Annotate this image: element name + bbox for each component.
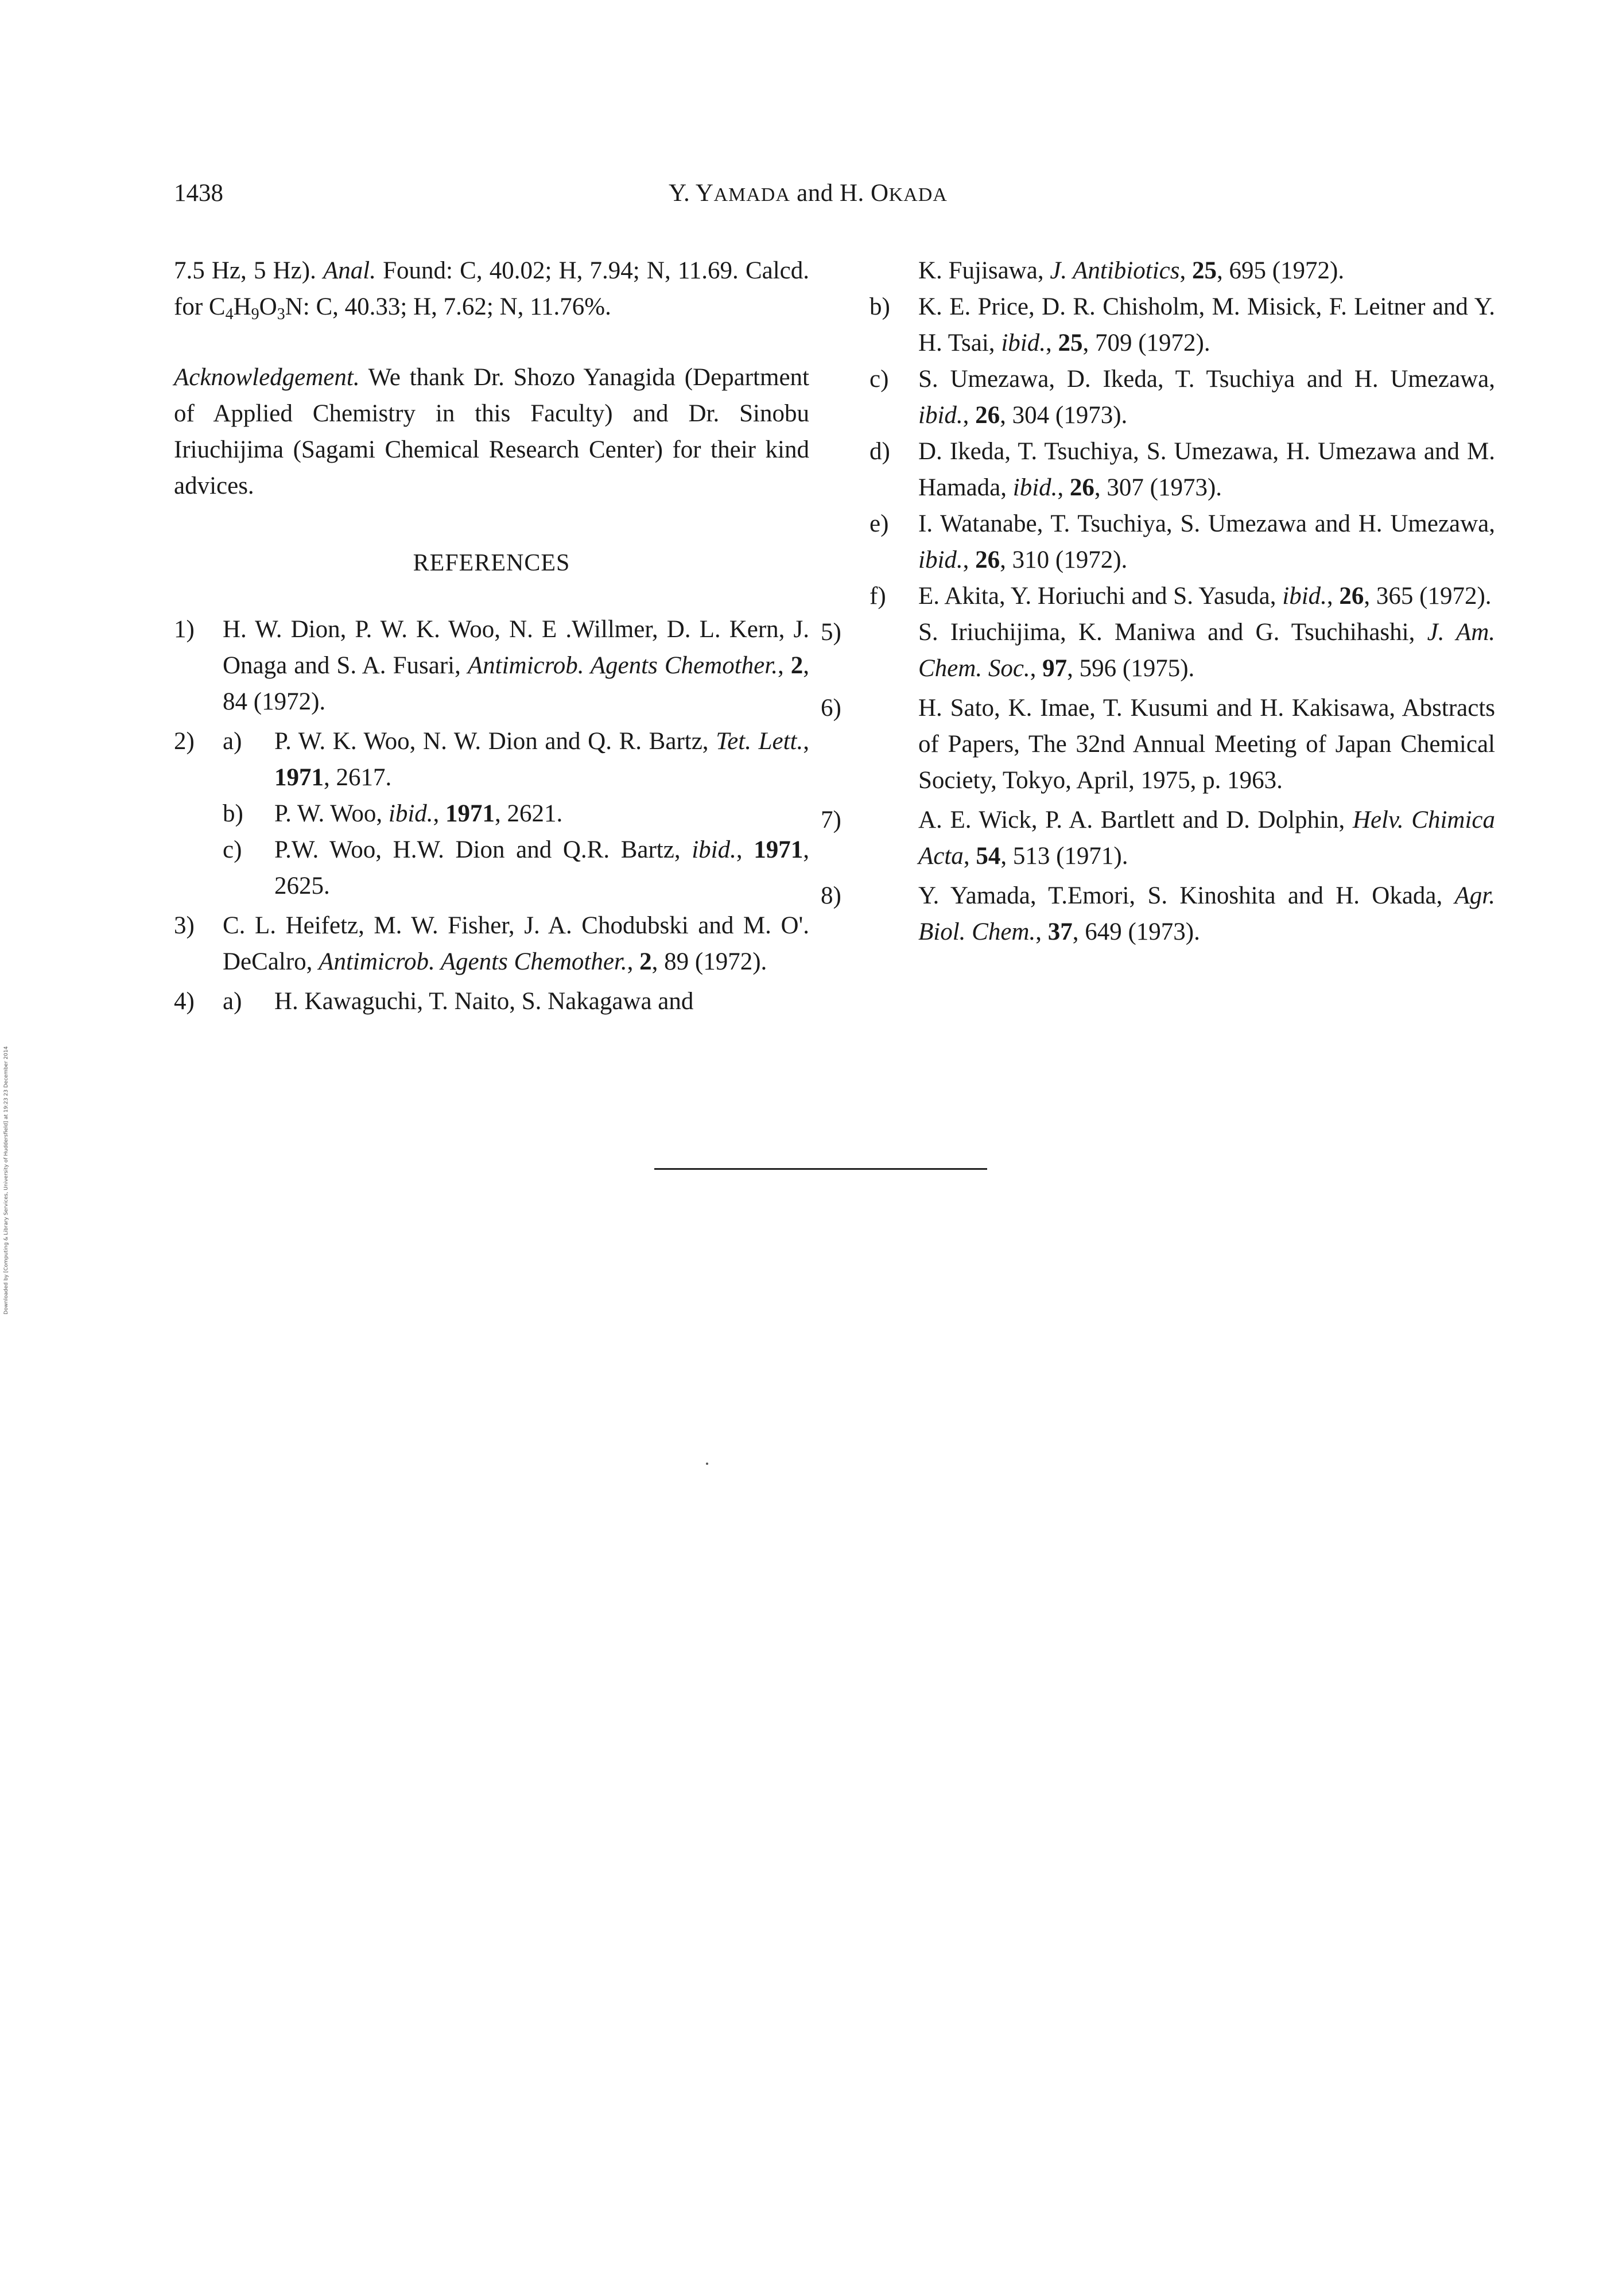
reference-text	[274, 723, 809, 796]
running-head-smallcaps: KADA	[888, 184, 948, 205]
reference-number: 1)	[174, 616, 195, 643]
journal-name: ibid.	[1282, 583, 1327, 610]
text-run: ,	[1326, 583, 1340, 610]
volume: 2	[639, 948, 652, 975]
text-run: , 365 (1972).	[1364, 583, 1492, 610]
reference-item	[174, 907, 809, 980]
text-run: ,	[962, 402, 976, 429]
text-run: K. E. Price, D. R. Chisholm, M. Misick, F. Leitner and Y. H. Tsai,	[918, 293, 1495, 356]
volume: 54	[976, 843, 1001, 870]
reference-number: 3)	[174, 912, 195, 939]
text-run: P. W. Woo,	[274, 800, 389, 827]
journal-name: J. Antibiotics	[1050, 257, 1180, 284]
sub-reference-item	[870, 433, 1495, 506]
sub-reference-item	[870, 361, 1495, 433]
elemental-analysis-paragraph	[174, 253, 809, 325]
reference-text	[918, 361, 1495, 433]
reference-item	[174, 723, 809, 796]
sub-reference-item	[174, 796, 809, 832]
text-run: , 310 (1972).	[1000, 546, 1128, 573]
text-run: , 2621.	[495, 800, 563, 827]
reference-item	[821, 690, 1495, 798]
volume: 1971	[754, 836, 804, 863]
volume: 97	[1042, 655, 1068, 682]
reference-number: 6)	[821, 695, 841, 722]
scan-speck	[706, 1463, 708, 1465]
sub-reference-label: a)	[223, 988, 242, 1015]
right-column	[821, 253, 1495, 950]
reference-text	[918, 289, 1495, 361]
reference-text	[918, 433, 1495, 506]
reference-text	[274, 796, 809, 832]
references-heading: REFERENCES	[413, 550, 570, 576]
volume: 26	[975, 546, 1000, 573]
sub-reference-label: b)	[870, 293, 890, 320]
subscript: 4	[225, 305, 234, 323]
text-run: ,	[803, 728, 809, 755]
text-run: 7.5 Hz, 5 Hz).	[174, 257, 323, 284]
sub-reference-item	[870, 578, 1495, 614]
text-run: , 649 (1973).	[1072, 918, 1200, 945]
volume: 1971	[274, 764, 324, 791]
text-run: , 2617.	[324, 764, 392, 791]
journal-name: Agr. Biol. Chem.	[918, 882, 1495, 945]
journal-name: J. Am. Chem. Soc.	[918, 619, 1495, 682]
volume: 25	[1191, 257, 1217, 284]
volume: 26	[975, 402, 1000, 429]
volume: 1971	[445, 800, 495, 827]
volume: 25	[1058, 329, 1083, 356]
journal-name: Helv. Chimica Acta	[918, 806, 1495, 870]
acknowledgement-heading: Acknowledgement.	[174, 364, 360, 391]
text-run: C. L. Heifetz, M. W. Fisher, J. A. Chodubski and M. O'. DeCalro,	[223, 912, 809, 975]
sub-reference-label: d)	[870, 438, 890, 465]
text-run: O	[259, 293, 277, 320]
volume: 37	[1047, 918, 1073, 945]
reference-item	[174, 983, 809, 1019]
subscript: 9	[251, 305, 259, 323]
text-run: ,	[963, 843, 976, 870]
text-run: N: C, 40.33; H, 7.62; N, 11.76%.	[285, 293, 611, 320]
reference-text: H. Sato, K. Imae, T. Kusumi and H. Kakisawa, Abstracts of Papers, The 32nd Annual Meeting of Japan Chemical Society, Tokyo, April, 1975, p. 1963.	[918, 695, 1495, 794]
page-number: 1438	[174, 180, 223, 207]
sub-reference-label: b)	[223, 800, 243, 827]
end-of-article-rule	[654, 1168, 987, 1170]
sub-reference-item	[870, 506, 1495, 578]
reference-item	[821, 878, 1495, 950]
journal-name: Antimicrob. Agents Chemother.	[467, 652, 778, 679]
text-run: ,	[962, 546, 976, 573]
left-column	[174, 253, 809, 1019]
acknowledgement-paragraph	[174, 359, 809, 504]
text-run: , 596 (1975).	[1067, 655, 1195, 682]
sub-reference-label: a)	[223, 728, 242, 755]
text-run: , 89 (1972).	[651, 948, 767, 975]
text-run: , 513 (1971).	[1000, 843, 1128, 870]
text-run: , 709 (1972).	[1082, 329, 1210, 356]
journal-name: ibid.	[918, 546, 963, 573]
reference-text	[223, 611, 809, 720]
text-run: S. Iriuchijima, K. Maniwa and G. Tsuchihashi,	[918, 619, 1427, 646]
text-run: ,	[1179, 257, 1192, 284]
reference-number: 5)	[821, 619, 841, 646]
reference-text	[918, 802, 1495, 874]
text-run: ,	[433, 800, 446, 827]
volume: 2	[790, 652, 804, 679]
text-run: K. Fujisawa,	[918, 257, 1050, 284]
text-run: D. Ikeda, T. Tsuchiya, S. Umezawa, H. Umezawa and M. Hamada,	[918, 438, 1495, 501]
sub-reference-label: e)	[870, 510, 889, 537]
text-run: ,	[736, 836, 754, 863]
journal-name: ibid.	[1001, 329, 1046, 356]
text-run: , 307 (1973).	[1094, 474, 1222, 501]
running-head-smallcaps: AMADA	[713, 184, 790, 205]
reference-item	[821, 802, 1495, 874]
text-run: H	[233, 293, 251, 320]
text-run: Found: C, 40.02; H, 7.94; N, 11.69. Calcd. for C	[174, 257, 809, 320]
journal-name: ibid.	[1012, 474, 1058, 501]
text-run: E. Akita, Y. Horiuchi and S. Yasuda,	[918, 583, 1283, 610]
running-head-part: Y. Y	[669, 180, 714, 207]
sub-reference-item	[870, 289, 1495, 361]
text-run: ,	[627, 948, 640, 975]
sub-reference-item	[174, 832, 809, 904]
download-watermark: Downloaded by [Computing & Library Services, University of Huddersfield] at 19:23 23 December 2014	[3, 1046, 9, 1314]
reference-number: 2)	[174, 728, 195, 755]
journal-name: Antimicrob. Agents Chemother.	[319, 948, 627, 975]
reference-number: 7)	[821, 806, 841, 833]
text-run: ,	[1057, 474, 1070, 501]
text-run: , 2625.	[274, 836, 810, 899]
reference-text	[918, 506, 1495, 578]
reference-item	[174, 611, 809, 720]
text-run: P. W. K. Woo, N. W. Dion and Q. R. Bartz,	[274, 728, 716, 755]
text-run: ,	[777, 652, 791, 679]
reference-item	[821, 614, 1495, 687]
text-run: H. W. Dion, P. W. K. Woo, N. E .Willmer, D. L. Kern, J. Onaga and S. A. Fusari,	[223, 616, 809, 679]
text-run-italic: Anal.	[323, 257, 376, 284]
reference-text	[918, 878, 1495, 950]
text-run: ,	[1045, 329, 1058, 356]
running-head	[669, 179, 948, 207]
journal-name: ibid.	[388, 800, 433, 827]
text-run: , 304 (1973).	[1000, 402, 1128, 429]
subscript: 3	[277, 305, 285, 323]
journal-name: Tet. Lett.	[716, 728, 804, 755]
text-run: P.W. Woo, H.W. Dion and Q.R. Bartz,	[274, 836, 692, 863]
reference-number: 4)	[174, 988, 195, 1015]
volume: 26	[1339, 583, 1364, 610]
text-run: , 84 (1972).	[223, 652, 809, 715]
running-head-part: and H. O	[790, 180, 889, 207]
sub-reference-label: c)	[870, 366, 889, 393]
acknowledgement-text: We thank Dr. Shozo Yanagida (Department of Applied Chemistry in this Faculty) and Dr. Sinobu Iriuchijima (Sagami Chemical Research Center) for their kind advices.	[174, 364, 809, 499]
text-run: A. E. Wick, P. A. Bartlett and D. Dolphin,	[918, 806, 1353, 833]
sub-reference-label: c)	[223, 836, 242, 863]
reference-text	[274, 832, 809, 904]
reference-text: H. Kawaguchi, T. Naito, S. Nakagawa and	[274, 988, 694, 1015]
reference-text	[223, 907, 809, 980]
sub-reference-label: f)	[870, 583, 886, 610]
text-run: ,	[1035, 918, 1048, 945]
text-run: ,	[1030, 655, 1043, 682]
volume: 26	[1069, 474, 1094, 501]
reference-continuation	[870, 253, 1495, 289]
journal-name: ibid.	[692, 836, 736, 863]
text-run: S. Umezawa, D. Ikeda, T. Tsuchiya and H. Umezawa,	[918, 366, 1495, 393]
text-run: Y. Yamada, T.Emori, S. Kinoshita and H. Okada,	[918, 882, 1455, 909]
text-run: I. Watanabe, T. Tsuchiya, S. Umezawa and H. Umezawa,	[918, 510, 1495, 537]
reference-text	[918, 614, 1495, 687]
journal-name: ibid.	[918, 402, 963, 429]
reference-number: 8)	[821, 882, 841, 909]
text-run: , 695 (1972).	[1216, 257, 1345, 284]
reference-text	[918, 578, 1495, 614]
